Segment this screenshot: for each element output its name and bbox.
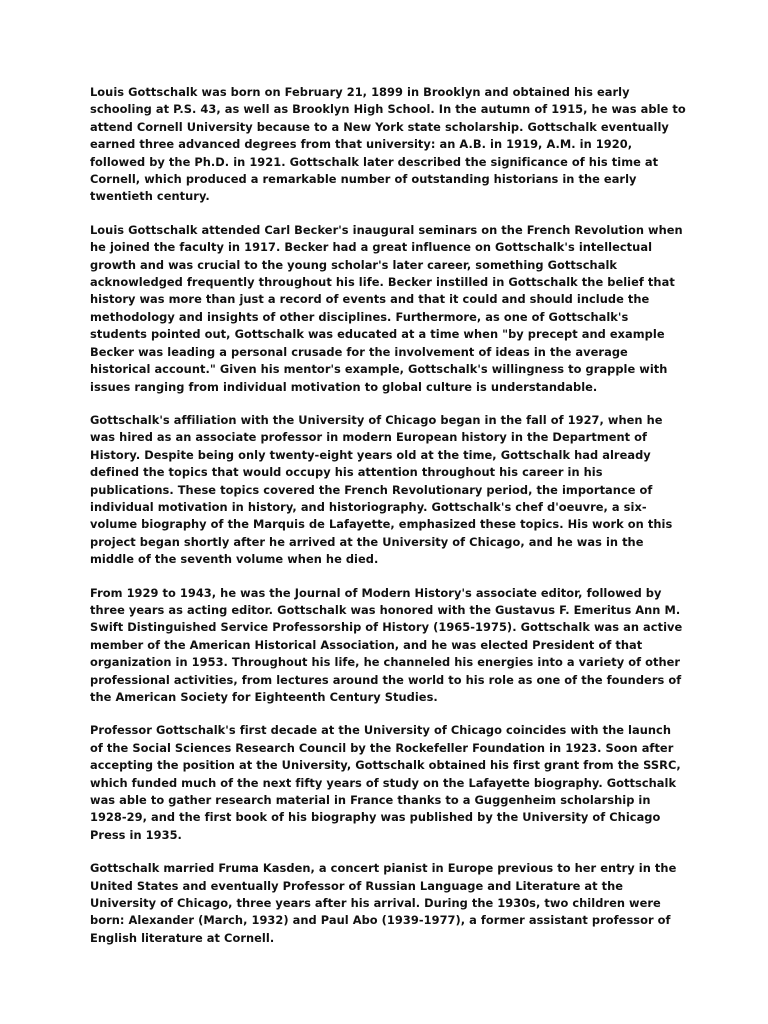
paragraph-ssrc-grant: Professor Gottschalk's first decade at the University of Chicago coincides with the launch of the Social Sciences Research Council by the Rockefeller Foundation in 1923. Soon after accepting the position at the University, Gottschalk obtained his first grant from the SSRC, which funded much of the next fifty years of study on the Lafayette biography. Gottschalk was able to gather research material in France thanks to a Guggenheim scholarship in 1928-29, and the first book of his biography was published by the University of Chicago Press in 1935. xyxy=(90,723,681,842)
paragraph-family: Gottschalk married Fruma Kasden, a concert pianist in Europe previous to her entry in the United States and eventually Professor of Russian Language and Literature at the University of Chicago, three years after his arrival. During the 1930s, two children were born: Alexander (March, 1932) and Paul Abo (1939-1977), a former assistant professor of English literature at Cornell. xyxy=(90,861,677,945)
paragraph-early-life: Louis Gottschalk was born on February 21, 1899 in Brooklyn and obtained his early schooling at P.S. 43, as well as Brooklyn High School. In the autumn of 1915, he was able to attend Cornell University because to a New York state scholarship. Gottschalk eventually earned three advanced degrees from that university: an A.B. in 1919, A.M. in 1920, followed by the Ph.D. in 1921. Gottschalk later described the significance of his time at Cornell, which produced a remarkable number of outstanding historians in the early twentieth century. xyxy=(90,85,686,204)
paragraph-chicago-affiliation: Gottschalk's affiliation with the University of Chicago began in the fall of 1927, when he was hired as an associate professor in modern European history in the Department of History. Despite being only twenty-eight years old at the time, Gottschalk had already defined the topics that would occupy his attention throughout his career in his publications. These topics covered the French Revolutionary period, the importance of individual motivation in history, and historiography. Gottschalk's chef d'oeuvre, a six-volume biography of the Marquis de Lafayette, emphasized these topics. His work on this project began shortly after he arrived at the University of Chicago, and he was in the middle of the seventh volume when he died. xyxy=(90,412,673,567)
paragraph-becker-influence: Louis Gottschalk attended Carl Becker's inaugural seminars on the French Revolution when he joined the faculty in 1917. Becker had a great influence on Gottschalk's intellectual growth and was crucial to the young scholar's later career, something Gottschalk acknowledged frequently throughout his life. Becker instilled in Gottschalk the belief that history was more than just a record of events and that it could and should include the methodology and insights of other disciplines. Furthermore, as one of Gottschalk's students pointed out, Gottschalk was educated at a time when "by precept and example Becker was leading a personal crusade for the involvement of ideas in the average historical account." Given his mentor's example, Gottschalk's willingness to grapple with issues ranging from individual motivation to global culture is understandable. xyxy=(90,222,683,394)
paragraph-editorial-career: From 1929 to 1943, he was the Journal of Modern History's associate editor, followed by three years as acting editor. Gottschalk was honored with the Gustavus F. Emeritus Ann M. Swift Distinguished Service Professorship of History (1965-1975). Gottschalk was an active member of the American Historical Association, and he was elected President of that organization in 1953. Throughout his life, he channeled his energies into a variety of other professional activities, from lectures around the world to his role as one of the founders of the American Society for Eighteenth Century Studies. xyxy=(90,585,683,704)
document-page xyxy=(90,84,686,963)
